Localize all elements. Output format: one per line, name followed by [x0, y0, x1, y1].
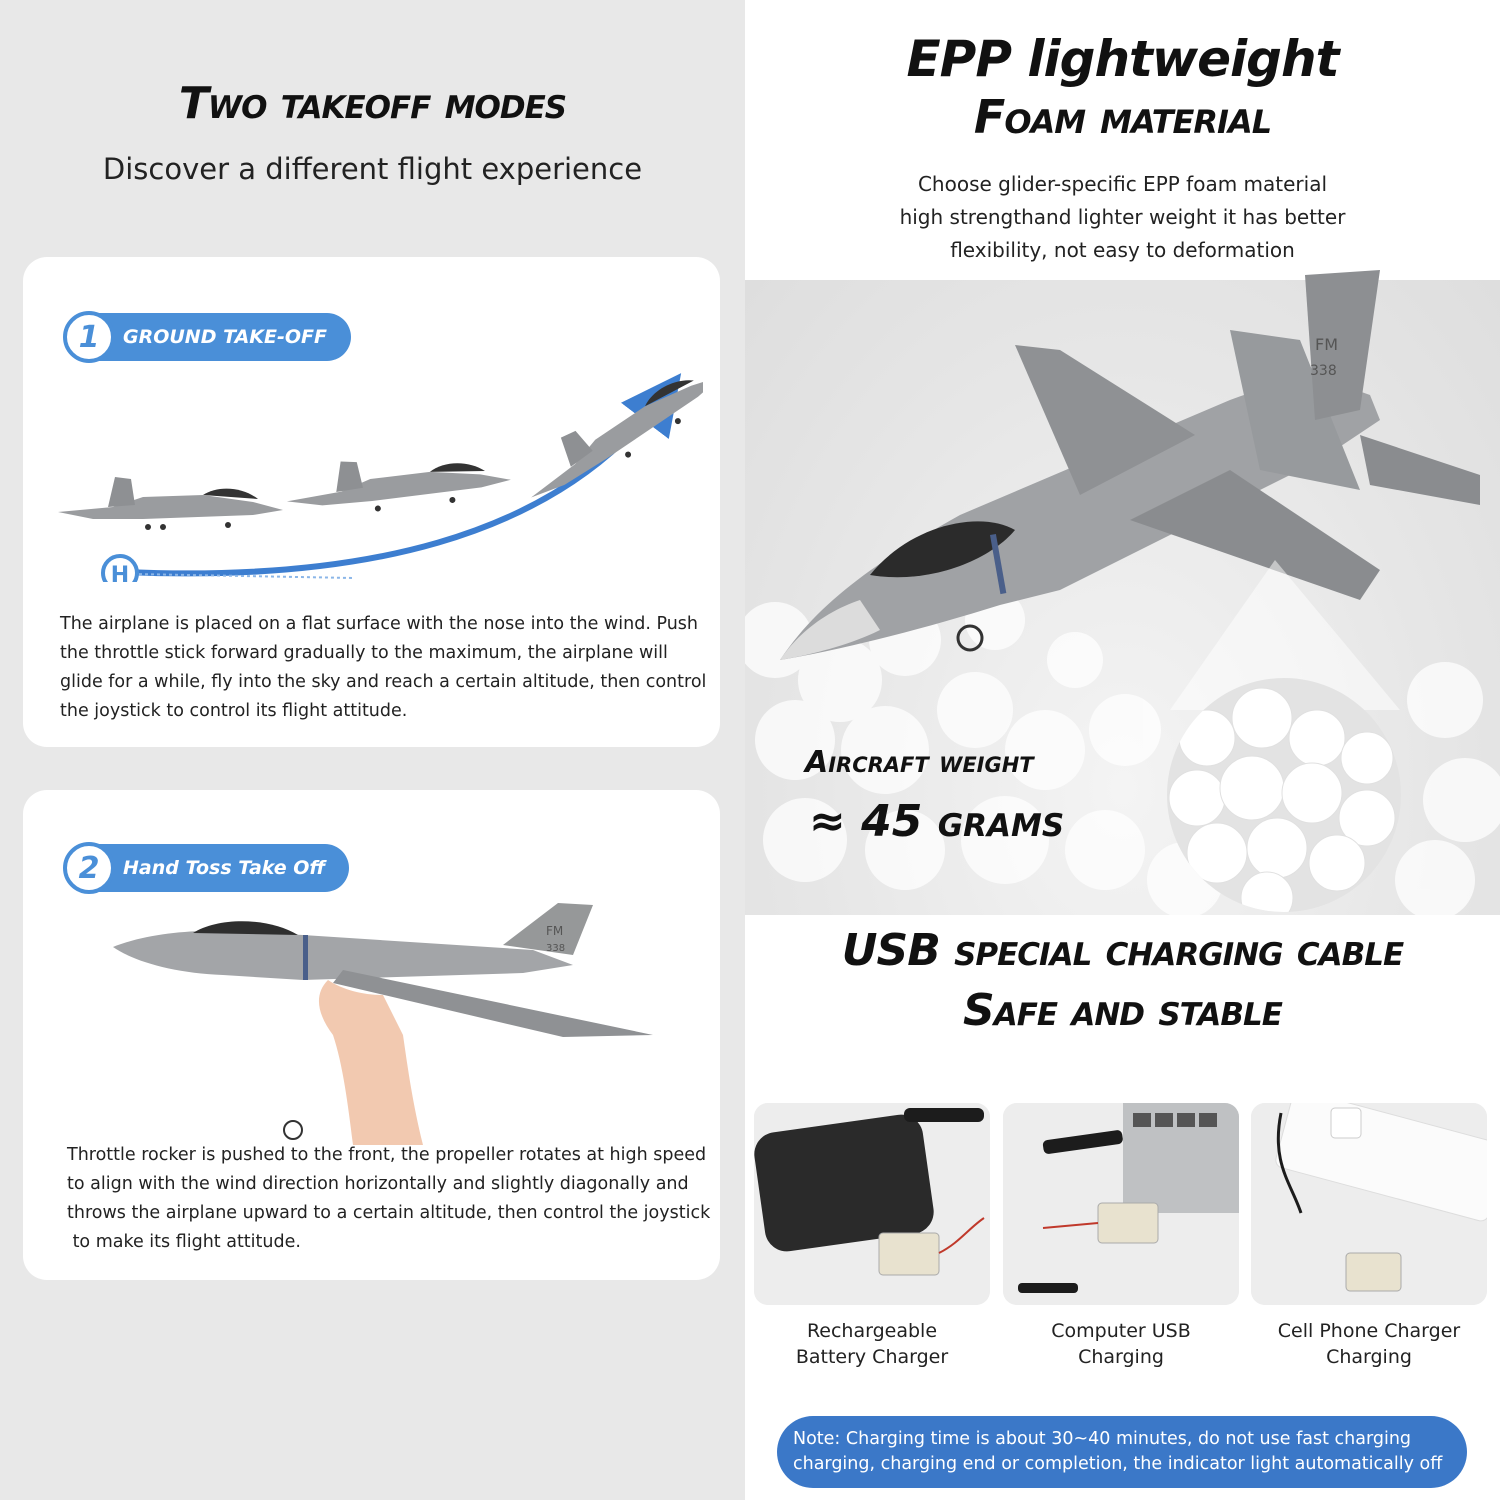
svg-text:H: H: [110, 563, 130, 582]
svg-text:FM: FM: [1315, 335, 1339, 354]
hand-toss-badge: [65, 844, 349, 892]
battery-charger-photo: [754, 1103, 990, 1305]
hand-toss-description: Throttle rocker is pushed to the front, the propeller rotates at high speed to align with the wind direction horizontally and slightly diagonally and throws the airplane upward to a certain altitude, then control the joystick to make its flight attitude.: [67, 1145, 711, 1252]
h-marker-icon: [103, 556, 137, 582]
foam-closeup-circle: [1167, 678, 1401, 912]
epp-title-line1: EPP lightweight: [906, 30, 1339, 88]
battery-charger-label: Rechargeable Battery Charger: [795, 1320, 949, 1368]
step-number-1: 1: [63, 311, 115, 363]
hand-toss-card: [23, 790, 720, 1280]
plane-on-ground-icon: [58, 477, 283, 530]
svg-text:338: 338: [546, 943, 566, 954]
takeoff-modes-subtitle: Discover a different flight experience: [102, 152, 643, 186]
computer-usb-image: [1003, 1103, 1239, 1305]
left-panel: [0, 0, 745, 1500]
svg-text:338: 338: [1310, 363, 1337, 379]
aircraft-weight-value: ≈ 45 grams: [809, 796, 1065, 847]
ground-takeoff-card: [23, 257, 720, 747]
computer-usb-label: Computer USB Charging: [1051, 1320, 1191, 1368]
usb-title-line1: USB special charging cable: [841, 925, 1404, 976]
plane-climbing-icon: [513, 349, 703, 513]
right-panel: [745, 0, 1500, 1500]
charging-note: Note: Charging time is about 30~40 minutes, do not use fast charging charging, charging end or completion, the indicator light automatically off: [777, 1416, 1467, 1488]
phone-charger-image: [1251, 1103, 1487, 1305]
usb-title-line2: Safe and stable: [963, 985, 1282, 1036]
phone-charger-photo: [1251, 1103, 1487, 1305]
plane-gliding-icon: [284, 447, 513, 519]
phone-charger-label: Cell Phone Charger Charging: [1277, 1320, 1461, 1368]
battery-charger-image: [754, 1103, 990, 1305]
hand-toss-illustration: [103, 895, 663, 1145]
aircraft-weight-label: Aircraft weight: [805, 745, 1034, 780]
epp-description: Choose glider-specific EPP foam material high strengthand lighter weight it has better flexibility, not easy to deformation: [899, 172, 1346, 262]
foam-closeup-balls: [1167, 678, 1401, 912]
epp-title-line2: Foam material: [973, 90, 1272, 144]
hand-icon: [319, 980, 423, 1145]
svg-text:FM: FM: [546, 924, 564, 938]
ground-takeoff-description: The airplane is placed on a flat surface with the nose into the wind. Push the throttle stick forward gradually to the maximum, the airplane will glide for a while, fly into the sky and reach a certain altitude, then control the joystick to control its flight attitude.: [60, 614, 707, 721]
ground-takeoff-label: GROUND TAKE-OFF: [123, 326, 327, 348]
ground-takeoff-illustration: [53, 342, 703, 582]
hand-toss-label: Hand Toss Take Off: [123, 857, 326, 879]
takeoff-modes-title: Two takeoff modes: [178, 78, 567, 129]
step-number-2: 2: [63, 842, 115, 894]
computer-usb-photo: [1003, 1103, 1239, 1305]
